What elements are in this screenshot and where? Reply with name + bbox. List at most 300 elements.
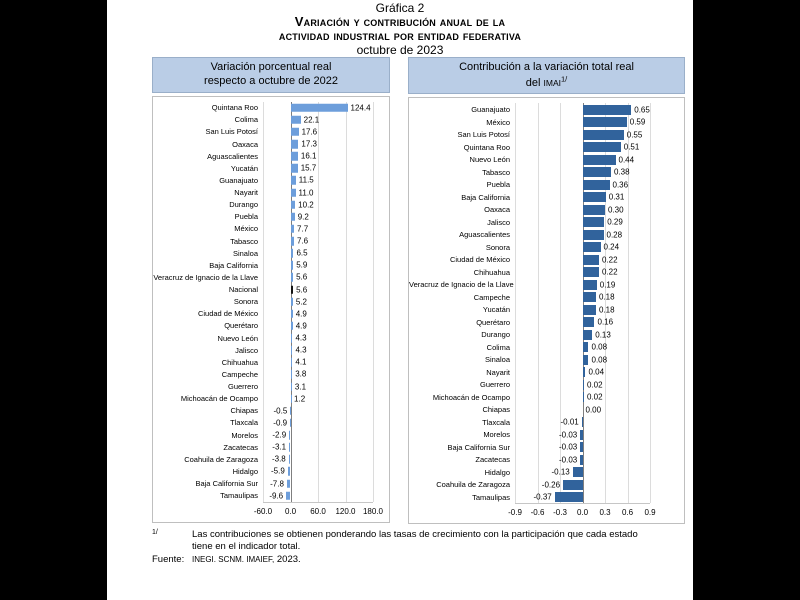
bar-track — [263, 417, 373, 429]
value-label: 0.18 — [599, 292, 615, 302]
value-label: 0.22 — [601, 255, 618, 264]
page-title-line1: Variación y contribución anual de la — [294, 14, 506, 30]
bar-track — [263, 308, 373, 320]
category-label: Guerrero — [479, 380, 510, 389]
category-label: San Luis Potosí — [205, 127, 258, 137]
chart-row — [409, 178, 684, 191]
bar — [583, 255, 600, 265]
bar-track — [263, 102, 373, 114]
bar — [580, 455, 582, 465]
chart-row — [153, 441, 389, 453]
chart-row — [153, 271, 389, 283]
bar-national — [291, 285, 294, 294]
chart-box-contribution — [408, 97, 685, 524]
category-label: Nacional — [228, 285, 258, 295]
value-label: 124.4 — [350, 103, 371, 113]
bar — [291, 322, 293, 331]
bar — [291, 261, 294, 270]
chart-row — [409, 166, 684, 179]
category-label: Oaxaca — [484, 205, 510, 214]
value-label: -0.13 — [551, 467, 570, 477]
bar-track — [263, 405, 373, 417]
chart-row — [409, 191, 684, 204]
chart-row — [153, 429, 389, 441]
bar — [583, 105, 632, 115]
category-label: Ciudad de México — [197, 309, 258, 319]
bar-track — [263, 490, 373, 502]
footnote-block — [152, 529, 657, 566]
chart-row — [409, 241, 684, 254]
bar-track — [263, 138, 373, 150]
value-label: 5.2 — [295, 297, 307, 307]
bar-track — [263, 162, 373, 174]
bar-track — [263, 320, 373, 332]
chart-row — [409, 266, 684, 279]
value-label: 0.30 — [607, 205, 624, 214]
bar-track — [515, 378, 650, 391]
chart-header-variation-line2: respecto a octubre de 2022 — [204, 75, 338, 88]
chart-row — [153, 417, 389, 429]
chart-row — [409, 291, 684, 304]
category-label: Colima — [486, 342, 510, 352]
title-block — [107, 2, 693, 57]
category-label: Tamaulipas — [220, 491, 258, 501]
value-label: 0.59 — [629, 117, 646, 127]
footnote-reference: 1/ — [560, 74, 568, 84]
value-label: -0.9 — [273, 418, 288, 428]
value-label: 0.02 — [586, 380, 603, 389]
chart-row — [409, 366, 684, 379]
chart-row — [409, 403, 684, 416]
category-label: Campeche — [473, 292, 510, 302]
chart-header-contribution — [408, 57, 685, 94]
value-label: -0.01 — [560, 417, 579, 427]
chart-row — [153, 320, 389, 332]
chart-row — [409, 278, 684, 291]
chart-row — [409, 453, 684, 466]
bar — [580, 430, 582, 440]
chart-row — [409, 416, 684, 429]
chart-row — [409, 316, 684, 329]
value-label: 0.44 — [618, 155, 635, 164]
value-label: 9.2 — [297, 212, 309, 222]
value-label: 0.31 — [608, 192, 625, 202]
bar — [583, 130, 624, 140]
bar-track — [263, 223, 373, 235]
bar — [582, 417, 583, 427]
bar-track — [263, 393, 373, 405]
chart-row — [409, 253, 684, 266]
x-tick-label: 0.0 — [284, 506, 297, 516]
chart-row — [153, 477, 389, 489]
bar — [291, 273, 294, 282]
bar-track — [263, 186, 373, 198]
bar — [583, 317, 595, 327]
value-label: 4.1 — [295, 357, 307, 367]
category-label: Aguascalientes — [459, 230, 510, 239]
chart-row — [153, 296, 389, 308]
bar-track — [263, 211, 373, 223]
category-label: Coahuila de Zaragoza — [436, 480, 510, 489]
chart-row — [409, 141, 684, 154]
bar-track — [515, 203, 650, 216]
category-label: Guerrero — [227, 382, 258, 392]
value-label: 0.55 — [626, 130, 643, 139]
chart-row — [153, 368, 389, 380]
bar-track — [515, 391, 650, 404]
category-label: Zacatecas — [223, 442, 258, 452]
category-label: Sonora — [233, 297, 258, 307]
bar-track — [515, 253, 650, 266]
chart-row — [153, 126, 389, 138]
value-label: 0.22 — [601, 267, 618, 277]
chart-row — [153, 223, 389, 235]
category-label: Yucatán — [482, 305, 510, 314]
value-label: 0.13 — [595, 330, 611, 339]
category-label: Querétaro — [224, 321, 258, 331]
chart-row — [153, 344, 389, 356]
bar — [583, 330, 593, 340]
x-tick-label: -0.3 — [553, 508, 567, 518]
chart-row — [153, 114, 389, 126]
bar-track — [263, 465, 373, 477]
x-tick-label: -60.0 — [253, 506, 273, 516]
bar — [291, 176, 296, 185]
category-label: Colima — [234, 115, 258, 125]
value-label: 0.18 — [599, 305, 615, 314]
category-label: Baja California Sur — [195, 479, 258, 489]
page-subtitle: octubre de 2023 — [356, 42, 444, 57]
bar — [291, 394, 292, 403]
bar — [573, 467, 583, 477]
value-label: 3.8 — [295, 369, 307, 379]
bar — [287, 479, 291, 488]
chart-box-variation — [152, 96, 390, 523]
chart-rows — [153, 102, 389, 502]
bar — [291, 213, 295, 222]
value-label: 0.28 — [606, 230, 623, 239]
bar — [291, 200, 296, 209]
value-label: 0.38 — [614, 167, 630, 177]
chart-row — [153, 356, 389, 368]
category-label: Tabasco — [482, 167, 510, 177]
value-label: -0.5 — [273, 406, 288, 416]
value-label: 22.1 — [303, 115, 320, 125]
bar-track — [515, 491, 650, 504]
chart-row — [153, 465, 389, 477]
chart-row — [153, 199, 389, 211]
bar — [583, 292, 597, 302]
category-label: Durango — [481, 330, 510, 339]
x-tick-label: 0.9 — [644, 508, 656, 518]
value-label: 0.16 — [597, 317, 614, 327]
bar — [291, 297, 293, 306]
bar-track — [515, 478, 650, 491]
bar-track — [515, 316, 650, 329]
category-label: México — [234, 224, 258, 234]
value-label: 4.3 — [295, 333, 307, 343]
chart-row — [409, 216, 684, 229]
figure-number: Gráfica 2 — [375, 1, 425, 15]
bar — [555, 492, 583, 502]
value-label: 0.08 — [591, 342, 608, 352]
chart-row — [409, 116, 684, 129]
value-label: 4.9 — [295, 309, 307, 319]
value-label: 0.36 — [612, 180, 629, 189]
x-tick-label: 120.0 — [335, 506, 356, 516]
bar — [291, 370, 293, 379]
chart-row — [409, 353, 684, 366]
category-label: Tabasco — [230, 236, 258, 246]
category-label: Hidalgo — [232, 466, 258, 476]
bar — [291, 249, 294, 258]
bar-track — [263, 271, 373, 283]
value-label: -0.26 — [541, 480, 561, 489]
value-label: 5.6 — [296, 272, 308, 282]
value-label: 17.3 — [301, 139, 317, 149]
bar — [291, 382, 292, 391]
bar-track — [263, 235, 373, 247]
chart-row — [409, 203, 684, 216]
category-label: Baja California Sur — [447, 442, 510, 452]
x-axis — [508, 506, 656, 520]
chart-row — [409, 103, 684, 116]
bar — [583, 267, 600, 277]
bar-track — [515, 341, 650, 354]
category-label: Aguascalientes — [207, 151, 258, 161]
chart-row — [153, 211, 389, 223]
category-label: Yucatán — [230, 163, 258, 173]
x-tick-label: 0.6 — [621, 508, 634, 518]
chart-row — [153, 308, 389, 320]
bar-track — [515, 441, 650, 454]
bar-track — [263, 380, 373, 392]
x-tick-label: 180.0 — [362, 506, 384, 516]
bar — [291, 310, 293, 319]
chart-row — [409, 441, 684, 454]
x-tick-label: 60.0 — [310, 506, 326, 516]
bar — [583, 217, 605, 227]
bar-track — [515, 291, 650, 304]
bar — [289, 455, 291, 464]
bar — [583, 392, 584, 402]
category-label: Sonora — [485, 242, 510, 252]
value-label: 11.5 — [298, 175, 314, 185]
bar-track — [515, 191, 650, 204]
bar-track — [515, 328, 650, 341]
chart-row — [409, 128, 684, 141]
value-label: 0.04 — [588, 367, 605, 377]
category-label: Coahuila de Zaragoza — [184, 454, 258, 464]
value-label: 6.5 — [296, 248, 308, 258]
bar-track — [515, 128, 650, 141]
value-label: 4.3 — [295, 345, 307, 355]
bar — [291, 116, 301, 125]
value-label: 0.29 — [607, 217, 623, 227]
value-label: 11.0 — [298, 188, 314, 198]
bar-track — [515, 403, 650, 416]
chart-header-contribution-line1: Contribución a la variación total real — [459, 61, 634, 73]
category-label: Veracruz de Ignacio de la Llave — [409, 280, 514, 289]
chart-row — [153, 102, 389, 114]
source-acronyms: INEGI. SCNM. IMAIEF, — [192, 554, 275, 564]
bar-track — [515, 366, 650, 379]
bar — [583, 205, 606, 215]
chart-row — [153, 259, 389, 271]
value-label: 0.19 — [599, 280, 616, 289]
chart-row — [153, 186, 389, 198]
category-label: Jalisco — [235, 345, 258, 355]
category-label: Ciudad de México — [449, 255, 510, 264]
value-label: 0.02 — [586, 392, 603, 402]
value-label: 7.7 — [297, 224, 309, 234]
bar — [563, 480, 583, 490]
value-label: -7.8 — [270, 479, 284, 489]
chart-row — [153, 235, 389, 247]
category-label: Guanajuato — [219, 175, 258, 185]
chart-row — [409, 491, 684, 504]
bar — [583, 192, 606, 202]
value-label: 1.2 — [294, 394, 306, 404]
category-label: Nuevo León — [217, 333, 258, 343]
page-title-line2: actividad industrial por entidad federativa — [278, 28, 522, 44]
value-label: 3.1 — [294, 382, 307, 392]
bar — [291, 334, 293, 343]
bar-track — [263, 296, 373, 308]
bar-track — [263, 199, 373, 211]
value-label: 5.6 — [296, 285, 308, 295]
chart-row — [153, 162, 389, 174]
value-label: 0.24 — [603, 242, 620, 252]
bar-track — [263, 368, 373, 380]
category-label: Puebla — [234, 212, 258, 222]
category-label: Querétaro — [476, 317, 510, 327]
category-label: Baja California — [209, 260, 258, 270]
value-label: 10.2 — [298, 200, 314, 210]
value-label: -0.03 — [559, 455, 578, 464]
bar — [289, 443, 290, 452]
category-label: Quintana Roo — [463, 142, 510, 152]
bar-track — [263, 477, 373, 489]
category-label: Oaxaca — [232, 139, 258, 149]
bar-track — [263, 283, 373, 295]
category-label: México — [486, 117, 510, 127]
bar-track — [263, 174, 373, 186]
bar-track — [263, 429, 373, 441]
category-label: Nuevo León — [469, 155, 510, 164]
bar — [583, 155, 616, 165]
chart-row — [153, 453, 389, 465]
bar — [583, 280, 597, 290]
value-label: 0.51 — [623, 142, 640, 152]
bar — [291, 140, 299, 149]
value-label: 0.08 — [591, 355, 608, 364]
footnote-text: Las contribuciones se obtienen ponderando las tasas de crecimiento con la participación que cada estado tiene en el indicador total. — [192, 529, 638, 552]
category-label: Sinaloa — [232, 248, 258, 258]
value-label: 7.6 — [296, 236, 309, 246]
chart-row — [153, 247, 389, 259]
value-label: -2.9 — [272, 430, 287, 440]
category-label: Durango — [229, 200, 258, 210]
chart-panel-contribution — [408, 57, 685, 524]
category-label: Puebla — [486, 180, 510, 189]
chart-header-variation — [152, 57, 390, 93]
category-label: Veracruz de Ignacio de la Llave — [153, 272, 258, 282]
category-label: Tlaxcala — [482, 417, 510, 427]
chart-rows — [409, 103, 684, 503]
value-label: 4.9 — [295, 321, 307, 331]
category-label: Chihuahua — [221, 357, 258, 367]
category-label: Michoacán de Ocampo — [180, 394, 258, 404]
chart-row — [153, 283, 389, 295]
footnote-marker-cell — [152, 529, 192, 553]
value-label: -3.1 — [272, 442, 287, 452]
bar — [583, 117, 627, 127]
bar-track — [515, 428, 650, 441]
x-axis — [253, 505, 384, 519]
bar-track — [263, 259, 373, 271]
bar-track — [515, 166, 650, 179]
chart-row — [153, 380, 389, 392]
category-label: Morelos — [483, 430, 510, 439]
category-label: Baja California — [461, 192, 510, 202]
bar-track — [263, 332, 373, 344]
category-label: Guanajuato — [471, 105, 510, 114]
category-label: Chiapas — [230, 406, 258, 416]
category-label: Zacatecas — [475, 455, 510, 464]
chart-row — [409, 303, 684, 316]
bar — [583, 167, 612, 177]
bar-track — [515, 266, 650, 279]
chart-row — [153, 393, 389, 405]
value-label: -3.8 — [271, 454, 286, 464]
value-label: 5.9 — [296, 260, 308, 270]
bar-track — [263, 247, 373, 259]
bar — [583, 367, 586, 377]
category-label: Tamaulipas — [472, 492, 510, 502]
source-text — [192, 554, 657, 566]
bar — [286, 491, 290, 500]
footnote-marker: 1/ — [152, 529, 158, 536]
bar — [291, 237, 294, 246]
bar — [583, 230, 604, 240]
value-label: 0.65 — [634, 105, 650, 114]
bar-track — [263, 356, 373, 368]
bar-track — [515, 116, 650, 129]
chart-row — [153, 405, 389, 417]
chart-header-variation-line1: Variación porcentual real — [210, 61, 332, 73]
bar — [291, 358, 293, 367]
bar-track — [515, 278, 650, 291]
document-sheet — [107, 0, 693, 600]
chart-row — [409, 466, 684, 479]
bar-track — [515, 228, 650, 241]
value-label: 17.6 — [301, 127, 318, 137]
category-label: Nayarit — [234, 188, 258, 198]
chart-row — [409, 478, 684, 491]
bar-track — [263, 114, 373, 126]
bar-track — [263, 453, 373, 465]
bar — [583, 305, 597, 315]
bar-track — [515, 303, 650, 316]
bar-track — [263, 126, 373, 138]
bar-track — [515, 353, 650, 366]
chart-row — [409, 378, 684, 391]
bar-track — [515, 241, 650, 254]
bar — [288, 467, 291, 476]
bar-track — [515, 141, 650, 154]
bar — [580, 442, 582, 452]
